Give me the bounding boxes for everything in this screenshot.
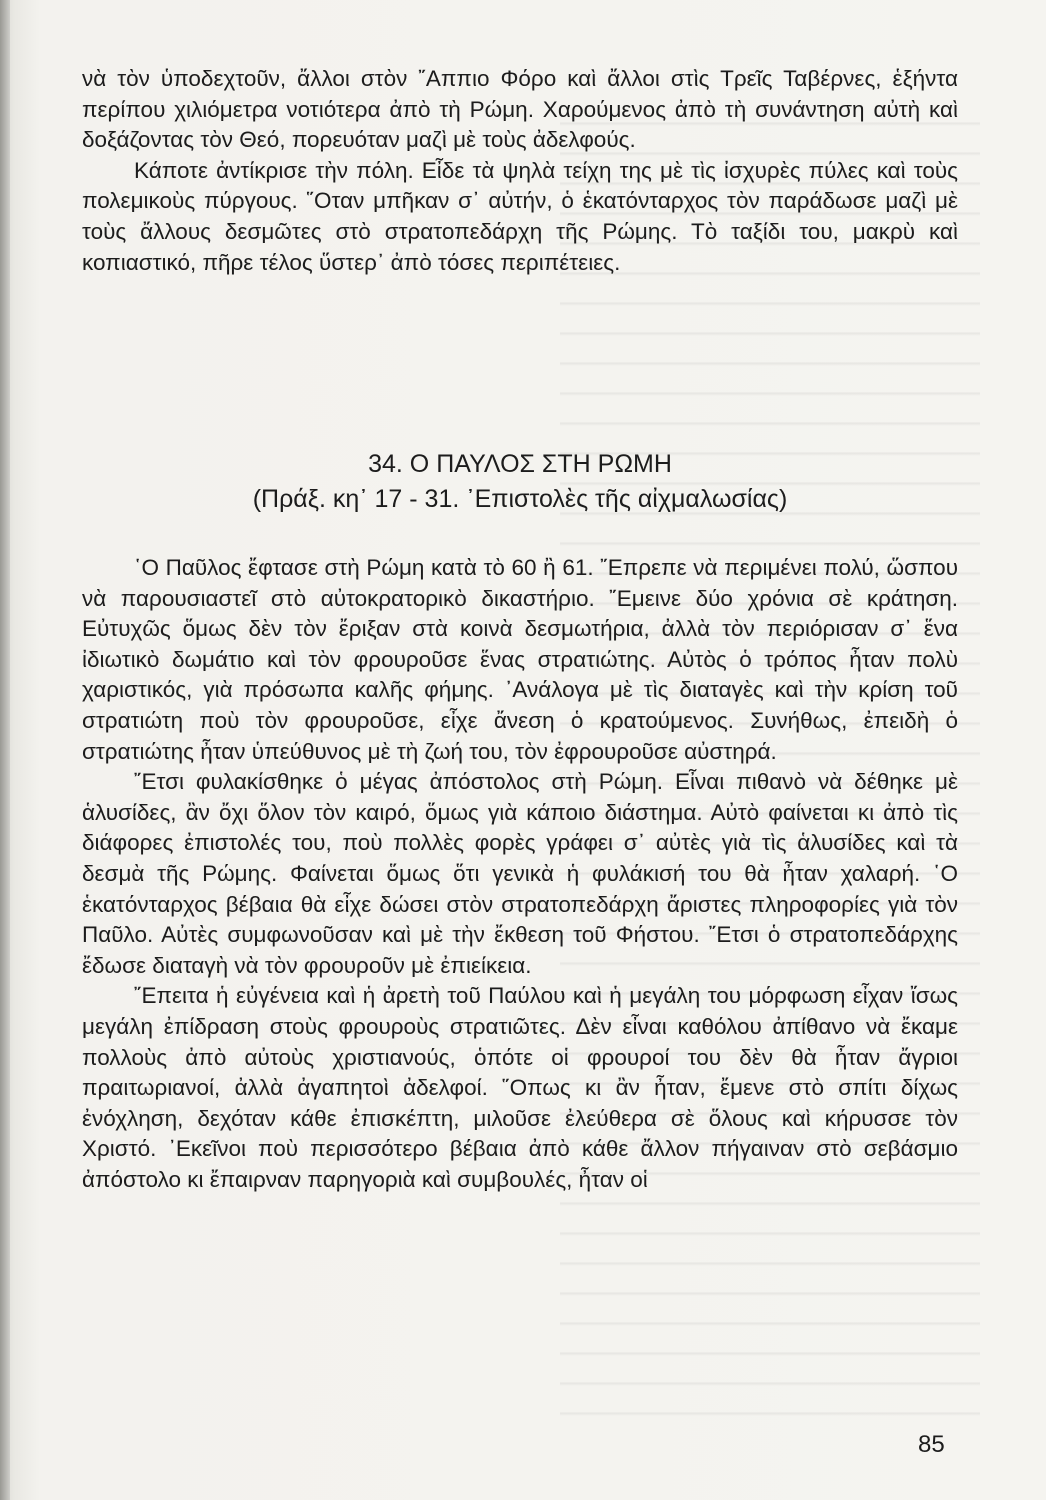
chapter-heading — [82, 447, 958, 517]
paragraph-2: ῎Ετσι φυλακίσθηκε ὁ μέγας ἀπόστολος στὴ Ρώμη. Εἶναι πιθανὸ νὰ δέθηκε μὲ ἁλυσίδες, ἂν ὄχι ὅλον τὸν καιρό, ὅμως γιὰ κάποιο διάστημα. Αὐτὸ φαίνεται κι ἀπὸ τὶς διάφορες ἐπιστολές του, ποὺ πολλὲς φορὲς γράφει σ᾽ αὐτὲς γιὰ τὶς ἁλυσίδες καὶ τὰ δεσμὰ τῆς Ρώμης. Φαίνεται ὅμως ὅτι γενικὰ ἡ φυλάκισή του θὰ ἦταν χαλαρή. ῾Ο ἑκατόνταρχος βέβαια θὰ εἶχε δώσει στὸν στρατοπεδάρχη ἄριστες πληροφορίες γιὰ τὸν Παῦλο. Αὐτὲς συμφωνοῦσαν καὶ μὲ τὴν ἔκθεση τοῦ Φήστου. ῎Ετσι ὁ στρατοπεδάρχης ἔδωσε διαταγὴ νὰ τὸν φρουροῦν μὲ ἐπιείκεια. — [82, 769, 958, 978]
paragraph-3: ῎Επειτα ἡ εὐγένεια καὶ ἡ ἀρετὴ τοῦ Παύλου καὶ ἡ μεγάλη του μόρφωση εἶχαν ἴσως μεγάλη ἐπίδραση στοὺς φρουροὺς στρατιῶτες. Δὲν εἶναι καθόλου ἀπίθανο νὰ ἔκαμε πολλοὺς ἀπὸ αὐτοὺς χριστιανούς, ὁπότε οἱ φρουροί του δὲν θὰ ἦταν ἄγριοι πραιτωριανοί, ἀλλὰ ἀγαπητοὶ ἀδελφοί. ῞Οπως κι ἂν ἦταν, ἔμενε στὸ σπίτι δίχως ἐνόχληση, δεχόταν κάθε ἐπισκέπτη, μιλοῦσε ἐλεύθερα σὲ ὅλους καὶ κήρυσσε τὸν Χριστό. ᾿Εκεῖνοι ποὺ περισσότερο βέβαια ἀπὸ κάθε ἄλλον πήγαιναν στὸ σεβάσμιο ἀπόστολο κι ἔπαιρναν παρηγοριὰ καὶ συμβουλές, ἦταν οἱ — [82, 983, 958, 1192]
continued-text-section — [82, 64, 958, 278]
chapter-title: 34. Ο ΠΑΥΛΟΣ ΣΤΗ ΡΩΜΗ — [368, 450, 672, 478]
paragraph-1: ῾Ο Παῦλος ἔφτασε στὴ Ρώμη κατὰ τὸ 60 ἢ 61. ῎Επρεπε νὰ περιμένει πολύ, ὥσπου νὰ παρουσιαστεῖ στὸ αὐτοκρατορικὸ δικαστήριο. ῎Εμεινε δύο χρόνια σὲ κράτηση. Εὐτυχῶς ὅμως δὲν τὸν ἔριξαν στὰ κοινὰ δεσμωτήρια, ἀλλὰ τὸν περιόρισαν σ᾽ ἕνα ἰδιωτικὸ δωμάτιο καὶ τὸν φρουροῦσε ἕνας στρατιώτης. Αὐτὸς ὁ τρόπος ἦταν πολὺ χαριστικός, γιὰ πρόσωπα καλῆς φήμης. ᾿Ανάλογα μὲ τὶς διαταγὲς καὶ τὴν κρίση τοῦ στρατιώτη ποὺ τὸν φρουροῦσε, εἶχε ἄνεση ὁ κρατούμενος. Συνήθως, ἐπειδὴ ὁ στρατιώτης ἦταν ὑπεύθυνος μὲ τὴ ζωή του, τὸν ἐφρουροῦσε αὐστηρά. — [82, 555, 958, 764]
paragraph-arrival: Κάποτε ἀντίκρισε τὴν πόλη. Εἶδε τὰ ψηλὰ τείχη της μὲ τὶς ἰσχυρὲς πύλες καὶ τοὺς πολεμικοὺς πύργους. ῞Οταν μπῆκαν σ᾽ αὐτήν, ὁ ἑκατόνταρχος τὸν παράδωσε μαζὶ μὲ τοὺς ἄλλους δεσμῶτες στὸ στρατοπεδάρχη τῆς Ρώμης. Τὸ ταξίδι του, μακρὺ καὶ κοπιαστικό, πῆρε τέλος ὕστερ᾽ ἀπὸ τόσες περιπέτειες. — [82, 157, 958, 275]
page-number: 85 — [918, 1431, 945, 1458]
book-spine-shadow — [0, 0, 10, 1500]
paragraph-continued: νὰ τὸν ὑποδεχτοῦν, ἄλλοι στὸν ῎Αππιο Φόρο καὶ ἄλλοι στὶς Τρεῖς Ταβέρνες, ἑξήντα περίπου χιλιόμετρα νοτιότερα ἀπὸ τὴ Ρώμη. Χαρούμενος ἀπὸ τὴ συνάντηση αὐτὴ καὶ δοξάζοντας τὸν Θεό, πορευόταν μαζὶ μὲ τοὺς ἀδελφούς. — [82, 66, 958, 153]
chapter-reference: (Πράξ. κη᾽ 17 - 31. ᾿Επιστολὲς τῆς αἰχμαλωσίας) — [252, 485, 788, 513]
chapter-body — [82, 553, 958, 1195]
